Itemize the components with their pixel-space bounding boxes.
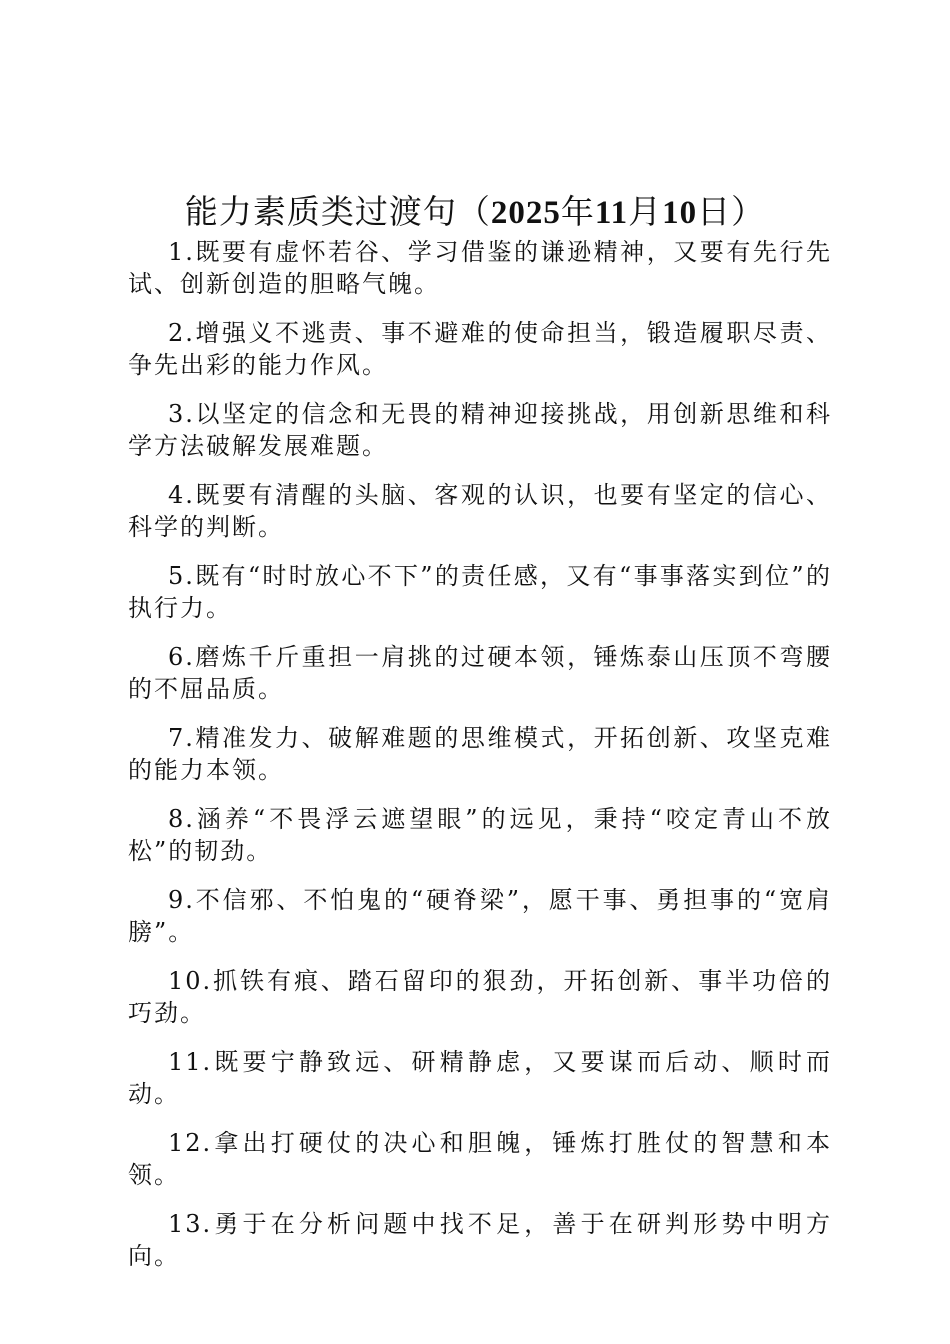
list-item: 6.磨炼千斤重担一肩挑的过硬本领，锤炼泰山压顶不弯腰的不屈品质。 (128, 643, 832, 703)
list-item: 3.以坚定的信念和无畏的精神迎接挑战，用创新思维和科学方法破解发展难题。 (128, 400, 832, 460)
title-month: 11 (594, 195, 629, 232)
title-day-suffix: 日） (697, 192, 766, 232)
title-day: 10 (662, 195, 698, 232)
list-item: 5.既有“时时放心不下”的责任感，又有“事事落实到位”的执行力。 (128, 562, 832, 622)
list-item: 2.增强义不逃责、事不避难的使命担当，锻造履职尽责、争先出彩的能力作风。 (128, 319, 832, 379)
sentence-list (128, 236, 832, 1289)
list-item: 1.既要有虚怀若谷、学习借鉴的谦逊精神，又要有先行先试、创新创造的胆略气魄。 (128, 238, 832, 298)
list-item: 11.既要宁静致远、研精静虑，又要谋而后动、顺时而动。 (128, 1048, 832, 1108)
list-item: 7.精准发力、破解难题的思维模式，开拓创新、攻坚克难的能力本领。 (128, 724, 832, 784)
title-prefix: 能力素质类过渡句（ (184, 192, 491, 232)
list-item: 10.抓铁有痕、踏石留印的狠劲，开拓创新、事半功倍的巧劲。 (128, 967, 832, 1027)
list-item: 9.不信邪、不怕鬼的“硬脊梁”，愿干事、勇担事的“宽肩膀”。 (128, 886, 832, 946)
title-year-suffix: 年 (560, 192, 595, 232)
list-item: 4.既要有清醒的头脑、客观的认识，也要有坚定的信心、科学的判断。 (128, 481, 832, 541)
title-year: 2025 (490, 195, 561, 232)
list-item: 13.勇于在分析问题中找不足，善于在研判形势中明方向。 (128, 1210, 832, 1270)
document-title (0, 188, 950, 237)
list-item: 8.涵养“不畏浮云遮望眼”的远见，秉持“咬定青山不放松”的韧劲。 (128, 805, 832, 865)
title-month-suffix: 月 (628, 192, 663, 232)
list-item: 12.拿出打硬仗的决心和胆魄，锤炼打胜仗的智慧和本领。 (128, 1129, 832, 1189)
